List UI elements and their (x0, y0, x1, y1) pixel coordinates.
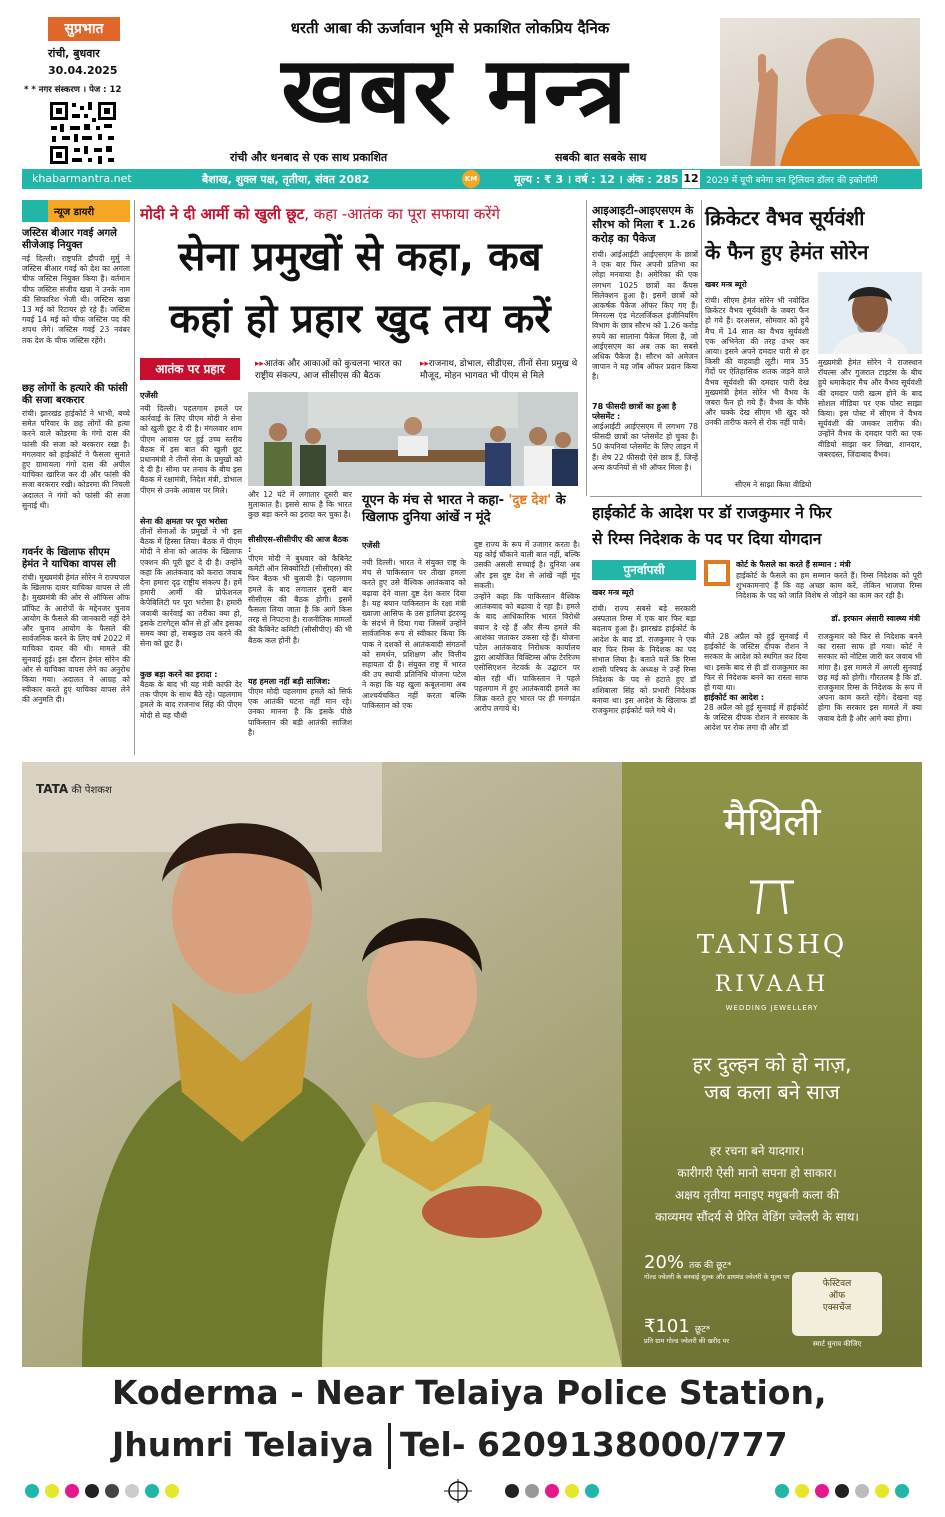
cricket-caption: सीएम ने साझा किया वीडियो (735, 480, 812, 489)
diary-story1-body: नई दिल्ली। राष्ट्रपति द्रौपदी मुर्मु ने जस्टिस बीआर गवई को देश का अगला चीफ जस्टिस नियुक्त किया है। वर्तमान चीफ जस्टिस संजीव खन्ना ने उनके नाम की सिफारिश भेजी थी। जस्टिस खन्ना 13 मई को रिटायर हो रहे हैं। जस्टिस गवई 14 मई को चीफ जस्टिस पद की शपथ लेंगे। जस्टिस गवई 23 नवंबर तक देश के चीफ जस्टिस रहेंगे। (22, 254, 130, 345)
ad-tagline-line1: हर दुल्हन को हो नाज़, (692, 1052, 852, 1076)
hc-col1: रांची। राज्य सबसे बड़े सरकारी अस्पताल रिम्स में एक बार फिर बड़ा बदलाव हुआ है। झारखंड हाईकोर्ट के आदेश के बाद डॉ. राजकुमार ने एक बार फिर रिम्स के निदेशक का पद संभाल लिया है। बताते चलें कि रिम्स शासी परिषद के अध्यक्ष ने उन्हें रिम्स निदेशक के पद से हटाते हुए डॉ शशिबाला सिंह को प्रभारी निदेशक बनाया था। इस आदेश के खिलाफ डॉ राजकुमार हाईकोर्ट चले गये थे। (592, 604, 696, 716)
ad-sub-brand: RIVAAH (714, 972, 830, 997)
info-bar (22, 169, 922, 189)
cricket-body: रांची। सीएम हेमंत सोरेन भी नवोदित क्रिकेटर वैभव सूर्यवंशी के जबरा फैन हो गये हैं। दरअसल, सोमवार को हुये मैच में 14 साल का वैभव सूर्यवंशी एक अभिनेता की तरह उभर कर आया। इसने अपने दमदार पारी से हर किसी की वाहवाही लूटी। मात्र 35 गेंदों पर ऐतिहासिक शतक जड़ने वाले वैभव सूर्यवंशी की दमदार पारी देख मुख्यमंत्री हेमंत सोरेन भी वैभव के जबरा फैन हो गये हैं। वैभव के चौके और चक्के देख सीएम भी खुद को उनकी तारीफ करने से रोक नहीं पाये। (705, 296, 809, 428)
un-dateline: एजेंसी (362, 541, 380, 550)
cricket-headline-line1: क्रिकेटर वैभव सूर्यवंशी (705, 206, 865, 230)
infobar-headline: 2029 में यूपी बनेगा वन ट्रिलियन डॉलर की इकोनॉमी (706, 176, 878, 186)
quote-icon (704, 560, 730, 586)
un-col2: दुष्ट राज्य के रूप में उजागर करता है। यह कोई चौंकाने वाली बात नहीं, बल्कि उसकी असली सच्चाई है। दुनिया अब और इस दुष्ट देश से आंखें नहीं मूंद सकती। उन्होंने कहा कि पाकिस्तान वैश्विक आतंकवाद को बढ़ावा दे रहा है। हमले के बाद आधिकारिक भारत विरोधी बयान दे रहे हैं और सैन्य हमले की आशंका जताकर उकसा रहे हैं। योजना पटेल आतंकवाद निरोधक कार्यालय द्वारा आयोजित विक्टिम्स ऑफ टेररिज्म एसोसिएशन नेटवर्क के उद्घाटन पर बोल रही थीं। पाकिस्तान ने पहले पहलगाम में हुए आतंकवादी हमले का जिक्र करते हुए भारत पर ही मनगढ़ंत आरोप लगाये थे। (474, 540, 580, 714)
section-divider (590, 496, 922, 497)
pointer-arrow-icon: ▸▸ (255, 359, 264, 369)
un-col1: नयी दिल्ली। भारत ने संयुक्त राष्ट्र के मंच से पाकिस्तान पर तीखा हमला करते हुए उसे वैश्विक आतंकवाद को बढ़ावा देने वाला दुष्ट देश करार दिया है। यह बयान पाकिस्तान के रक्षा मंत्री ख्वाजा आसिफ के उस हालिया इंटरव्यू के संदर्भ में दिया गया जिसमें उन्होंने सार्वजनिक रूप से स्वीकार किया कि पाक ने दशकों से आतंकवादी संगठनों को समर्थन, प्रशिक्षण और वित्तीय सहायता दी है। संयुक्त राष्ट्र में भारत की उप स्थायी प्रतिनिधि योजना पटेल ने कहा कि यह खुला कबूलनामा अब आश्चर्यचकित नहीं करता बल्कि पाकिस्तान को एक (362, 558, 466, 710)
lead-kicker (140, 204, 580, 228)
diary-story2-headline: छह लोगों के हत्यारे की फांसी की सजा बरकरार (22, 383, 128, 406)
address-line1: Koderma - Near Telaiya Police Station, (112, 1373, 827, 1412)
ad-sub-brand-tag: WEDDING JEWELLERY (725, 1004, 819, 1012)
news-diary-label: न्यूज डायरी (54, 207, 95, 218)
hc-col3: राजकुमार को फिर से निदेशक बनने का रास्ता साफ हो गया। कोर्ट ने सरकार को नोटिस जारी कर जवाब भी मांगा है। इस मामले में अगली सुनवाई छह मई को होगी। गौरतलब है कि डॉ. राजकुमार रिम्स के निदेशक के रूप में अपना काम करते रहेंगे। देखना यह होगा कि सरकार इस मामले में क्या जवाब देती है और आगे क्या होगा। (818, 632, 922, 723)
hc-col2: बीते 28 अप्रैल को हुई सुनवाई में हाईकोर्ट के जस्टिस दीपक रोशन ने सरकार के आदेश को स्थगित कर दिया था। इसके बाद से ही डॉ राजकुमार का फिर से निदेशक बनने का रास्ता साफ हो गया था। हाईकोर्ट का आदेश : 28 अप्रैल को हुई सुनवाई में हाईकोर्ट के जस्टिस दीपक रोशन ने सरकार के आदेश पर रोक लगा दी और डॉ (704, 632, 808, 733)
hc-tag: पुनर्वापसी (592, 560, 696, 580)
tagline: धरती आबा की ऊर्जावान भूमि से प्रकाशित लोकप्रिय दैनिक (290, 19, 610, 37)
edition-info: * * नगर संस्करण । पेज : 12 (24, 85, 122, 95)
masthead-sub-left: रांची और धनबाद से एक साथ प्रकाशित (230, 151, 388, 164)
address-line2-left: Jhumri Telaiya (112, 1425, 374, 1464)
column-divider (134, 200, 135, 755)
hindi-date: बैशाख, शुक्ल पक्ष, तृतीया, संवत 2082 (202, 173, 370, 186)
lead-kicker-red: मोदी ने दी आर्मी को खुली छूट (140, 205, 305, 223)
column-divider (586, 200, 587, 496)
ad-brand: TANISHQ (696, 930, 848, 960)
lead-headline-line1: सेना प्रमुखों से कहा, कब (178, 234, 542, 280)
qr-code (48, 100, 118, 166)
tanishq-advertisement[interactable] (22, 762, 922, 1367)
masthead-sub-right: सबकी बात सबके साथ (555, 151, 647, 164)
masthead-title: खबर मन्त्र (281, 36, 629, 144)
address-strip (22, 1367, 922, 1473)
hc-quote-box: कोर्ट के फैसले का करते हैं सम्मान : मंत्री हाईकोर्ट के फैसले का हम सम्मान करते हैं। रिम्स निदेशक को पूरी शुभकामनाएं हैं कि वह अच्छा काम करें, लेकिन भाजपा रिम्स निदेशक के पद को जाति विशेष से जोड़ने का काम कर रही है। डॉ. इरफान अंसारी स्वास्थ्य मंत्री (702, 558, 922, 628)
leader-photo (720, 18, 920, 166)
ad-offer-2: ₹101 छूट* प्रति ग्राम गोल्ड ज्वेलरी की खरीद पर (644, 1316, 730, 1345)
lead-pointer-2: ▸▸राजनाथ, डोभाल, सीडीएस, तीनों सेना प्रमुख थे मौजूद, मोहन भागवत भी पीएम से मिले (420, 359, 578, 381)
lead-col2: और 12 घंटे में लगातार दूसरी बार मुलाकात है। इससे साफ है कि भारत कुछ बड़ा करने का इरादा कर चुका है। सीसीएस-सीसीपीए की आज बैठक : पीएम मोदी ने बुधवार को कैबिनेट कमेटी ऑन सिक्योरिटी (सीसीएस) की फिर बैठक भी बुलायी है। पहलगाम हमले के बाद लगातार दूसरी बार सीसीएस की बैठक होगी। इसमें फैसला लिया जाता है कि आगे किस तरह से निपटना है। राजनीतिक मामलों की कैबिनेट कमिटी (सीसीपीए) की भी बैठक कल होनी है। यह हमला नहीं बड़ी साजिश: पीएम मोदी पहलगाम हमले को सिर्फ एक आतंकी घटना नहीं मान रहे। उनका मानना है कि इसके पीछे पाकिस्तान की बड़ी आतंकी साजिश है। (248, 490, 352, 737)
diary-story3-body: रांची। मुख्यमंत्री हेमंत सोरेन ने राज्यपाल के खिलाफ दायर याचिका वापस ले ली है। मुख्यमंत्री की ओर से ऑफिस ऑफ प्रॉफिट के आरोपों के मद्देनजर चुनाव आयोग के फैसले की जानकारी नहीं देने और चुनाव आयोग के फैसले की सार्वजनिक करने के लिए वर्ष 2022 में याचिका दायर की थी। मामले की सुनवाई हुई। इस दौरान हेमंत सोरेन की ओर से याचिका वापस लेने का अनुरोध किया गया। अदालत ने आग्रह को स्वीकार करते हुए याचिका वापस लेने की अनुमति दी। (22, 573, 130, 705)
diary-story2-body: रांची। झारखंड हाईकोर्ट ने भाभी, बच्चे समेत परिवार के छह लोगों की हत्या करने वाले कोडरमा के गंगो दास की फांसी की सजा को बरकरार रखा है। मंगलवार को हाईकोर्ट ने फैसला सुनाते हुए ग्रामायला गंगो दास की अपील याचिका खारिज कर दी और फांसी की सजा बरकरार रखी। कोडरमा की निचली अदालत ने गंगो को फांसी की सजा सुनाई थी। (22, 409, 130, 510)
hc-headline-line2: से रिम्स निदेशक के पद पर दिया योगदान (592, 530, 822, 548)
lead-tag: आतंक पर प्रहार (140, 358, 240, 380)
address-phone: Tel- 6209138000/777 (400, 1425, 788, 1464)
ad-presenter: TATA की पेशकश (36, 782, 112, 796)
column-divider (701, 200, 702, 496)
city-day: रांची, बुधवार (48, 47, 100, 60)
page-number: 12 (682, 170, 700, 188)
website-link[interactable]: khabarmantra.net (32, 172, 132, 185)
pointer-arrow-icon: ▸▸ (420, 359, 429, 369)
ad-title: मैथिली (723, 799, 821, 845)
hc-byline: खबर मन्त्र ब्यूरो (592, 588, 634, 597)
cricket-headline-line2: के फैन हुए हेमंत सोरेन (705, 240, 869, 264)
un-headline: यूएन के मंच से भारत ने कहा- 'दुष्ट देश' के खिलाफ दुनिया आंखें न मूंदे (362, 493, 566, 525)
price-info: मूल्य : ₹ 3 । वर्ष : 12 । अंक : 285 (514, 173, 679, 186)
soren-photo (818, 272, 922, 354)
lead-col1: नयी दिल्ली। पहलगाम हमले पर कार्रवाई के लिए पीएम मोदी ने सेना को खुली छूट दे दी है। मंगलवार शाम पीएम आवास पर हुई उच्च स्तरीय बैठक में इस बात की खुली छूट प्रधानमंत्री ने तीनों सेना के प्रमुखों को दे दी है। सीमा पर तनाव के बीच इस बैठक में रक्षामंत्री, निदेश मंत्री, डोभाल पीएम से उनके आवास पर मिले। सेना की क्षमता पर पूरा भरोसा तीनों सेनाओं के प्रमुखों ने भी इस बैठक में हिस्सा लिया। बैठक में पीएम मोदी ने सेना को आतंक के खिलाफ एक्शन की पूरी छूट दे दी है। उन्होंने कहा कि आतंकवाद को करारा जवाब देना हमारा दृढ़ राष्ट्रीय संकल्प है। हमें हमारी आर्मी की प्रोफेशनल केपेबिलिटी पर पूरा भरोसा है। हमारी जवाबी कार्रवाई का तरीका क्या हो, इसके टारगेट्स कौन से हों और इसका समय क्या हो, सबकुछ तय करने की सेना को छूट है। कुछ बड़ा करने का इरादा : बैठक के बाद भी यह मंत्री काफी देर तक पीएम के साथ बैठे रहे। पहलगाम हमले के बाद राजनाथ सिंह की पीएम मोदी से यह चौथी (140, 404, 242, 720)
address-divider (388, 1423, 391, 1469)
festival-badge: फेस्टिवल ऑफ एक्सचेंज (792, 1272, 882, 1336)
festival-sub: स्मार्ट चुनाव कीजिए (812, 1340, 862, 1348)
registration-marks (22, 1478, 922, 1504)
news-diary-column (22, 200, 130, 755)
lead-kicker-rest: , कहा -आतंक का पूरा सफाया करेंगे (304, 205, 500, 223)
diary-story1-headline: जस्टिस बीआर गवई अगले सीजेआइ नियुक्त (22, 228, 117, 251)
ad-offer-1: 20% तक की छूट* गोल्ड ज्वेलरी के बनवाई शुल्क और डायमंड ज्वेलरी के मूल्य पर (644, 1252, 790, 1281)
hc-headline-line1: हाईकोर्ट के आदेश पर डॉ राजकुमार ने फिर (592, 504, 832, 522)
ad-copy: हर रचना बने यादगार। कारीगरी ऐसी मानो सपना हो साकार। अक्षय तृतीया मनाइए मधुबनी कला की काव्यमय सौंदर्य से प्रेरित वेडिंग ज्वेलरी के साथ। (655, 1144, 859, 1224)
lead-pointer-1: ▸▸आतंक और आकाओं को कुचलना भारत का राष्ट्रीय संकल्प, आज सीसीएस की बैठक (255, 359, 402, 381)
masthead (0, 0, 945, 168)
iit-headline: आइआइटी-आइएसएम के सौरभ को मिला ₹ 1.26 करोड़ का पैकेज (592, 204, 696, 245)
cricket-byline: खबर मन्त्र ब्यूरो (705, 280, 747, 289)
lead-headline-line2: कहां हो प्रहार खुद तय करें (169, 296, 551, 342)
diary-icon (22, 200, 48, 222)
edition-badge: सुप्रभात (48, 17, 120, 41)
ad-tagline-line2: जब कला बने साज (704, 1080, 840, 1104)
issue-date: 30.04.2025 (48, 64, 118, 77)
lead-dateline: एजेंसी (140, 391, 158, 400)
cricket-body-right: मुख्यमंत्री हेमंत सोरेन ने राजस्थान रॉयल्स और गुजरात टाइटंस के बीच हुये धमाकेदार मैच और वैभव सूर्यवंशी की दमदार पारी खत्म होने के बाद सोशल मीडिया पर एक पोस्ट साझा किया। इस पोस्ट में सीएम ने वैभव सूर्यवंशी की जमकर तारीफ की। उन्होंने वैभव के दमदार पारी का एक वीडियो साझा कर लिखा, शानदार, जबरदस्त, जिंदाबाद वैभव। (818, 358, 922, 459)
news-diary-badge (22, 200, 130, 222)
iit-body: रांची। आईआईटी आईएसएम के छात्रों ने एक बार फिर अपनी प्रतिभा का लोहा मनवाया है। अमेरिका की एक लगभग 1025 छात्रों का कैंपस सिलेक्शन हुआ है। इसमें छात्रों को आकर्षक पैकेज ऑफर किए गए हैं। मिनरल्स एंड मेटलर्जिकल इंजीनियरिंग विभाग के छात्र सौरभ को 1.26 करोड़ रुपये का सालाना पैकेज मिला है, जो आईएसएम का अब तक का सबसे अधिक पैकेज है। सौरभ को अमेजन जापान ने यह जॉब ऑफर प्रदान किया है। 78 फीसदी छात्रों का हुआ है प्लेसमेंट : आईआईटी आईएसएम में लगभग 78 फीसदी छात्रों का प्लेसमेंट हो चुका है। 50 कंपनियां प्लेसमेंट के लिए लाइन में हैं। शेष 22 फीसदी ऐसे छात्र हैं, जिन्हें अन्य कंपनियों से भी ऑफर मिला है। (592, 250, 698, 472)
meeting-photo (248, 392, 578, 486)
km-logo: KM (462, 170, 480, 188)
tanishq-logo-icon (744, 878, 800, 918)
diary-story3-headline: गवर्नर के खिलाफ सीएम हेमंत ने याचिका वापस ली (22, 547, 117, 570)
